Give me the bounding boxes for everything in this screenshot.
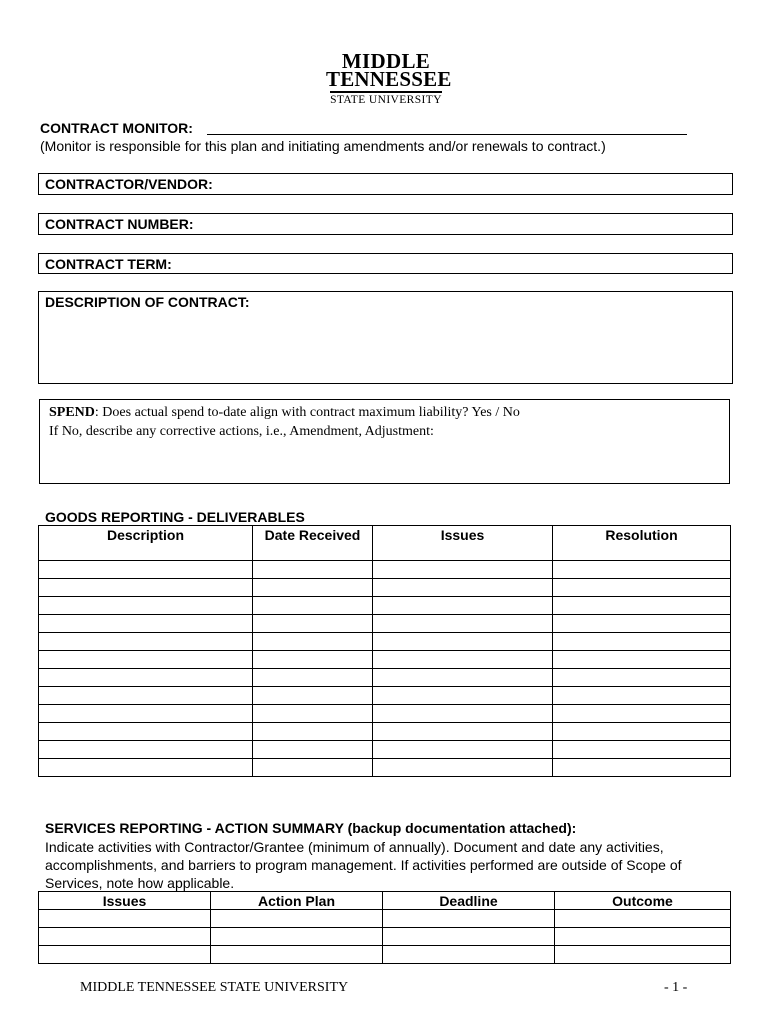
spend-question xyxy=(49,405,520,421)
services-col-action-plan: Action Plan xyxy=(211,892,383,910)
goods-cell[interactable] xyxy=(253,561,373,579)
contract-number-field[interactable] xyxy=(38,213,733,235)
services-col-outcome: Outcome xyxy=(555,892,731,910)
services-col-issues: Issues xyxy=(39,892,211,910)
table-row xyxy=(39,741,731,759)
goods-cell[interactable] xyxy=(553,561,731,579)
table-row xyxy=(39,759,731,777)
goods-cell[interactable] xyxy=(553,579,731,597)
goods-cell[interactable] xyxy=(373,561,553,579)
contractor-vendor-field[interactable] xyxy=(38,173,733,195)
goods-cell[interactable] xyxy=(253,615,373,633)
goods-col-description: Description xyxy=(39,526,253,561)
table-row xyxy=(39,633,731,651)
services-cell[interactable] xyxy=(383,928,555,946)
goods-cell[interactable] xyxy=(373,579,553,597)
goods-cell[interactable] xyxy=(39,561,253,579)
logo-line-1: MIDDLE xyxy=(341,49,431,73)
contract-term-field[interactable] xyxy=(38,253,733,274)
goods-cell[interactable] xyxy=(253,651,373,669)
table-row xyxy=(39,946,731,964)
goods-cell[interactable] xyxy=(553,723,731,741)
goods-cell[interactable] xyxy=(253,759,373,777)
table-row xyxy=(39,928,731,946)
goods-cell[interactable] xyxy=(373,705,553,723)
goods-cell[interactable] xyxy=(39,633,253,651)
services-cell[interactable] xyxy=(211,910,383,928)
university-logo xyxy=(326,49,452,107)
goods-cell[interactable] xyxy=(373,615,553,633)
goods-cell[interactable] xyxy=(373,597,553,615)
services-col-deadline: Deadline xyxy=(383,892,555,910)
contract-term-label: CONTRACT TERM: xyxy=(45,256,172,272)
goods-cell[interactable] xyxy=(39,615,253,633)
logo-line-2: TENNESSEE xyxy=(326,67,452,91)
table-row xyxy=(39,561,731,579)
services-header-row xyxy=(39,892,731,910)
services-table xyxy=(38,891,731,964)
table-row xyxy=(39,723,731,741)
services-instructions: Indicate activities with Contractor/Grantee (minimum of annually). Document and date any activities, accomplishments, and barriers to program management. If activities performed are outside of Scope of Services, note how applicable. xyxy=(45,839,682,891)
footer-org: MIDDLE TENNESSEE STATE UNIVERSITY xyxy=(80,980,349,995)
goods-cell[interactable] xyxy=(373,651,553,669)
contract-monitor-field[interactable] xyxy=(207,134,687,135)
contract-description-field[interactable] xyxy=(38,291,733,384)
goods-cell[interactable] xyxy=(253,597,373,615)
services-cell[interactable] xyxy=(211,928,383,946)
spend-followup: If No, describe any corrective actions, i.e., Amendment, Adjustment: xyxy=(49,424,434,439)
contract-description-label: DESCRIPTION OF CONTRACT: xyxy=(45,294,250,310)
spend-field[interactable] xyxy=(39,399,730,484)
goods-cell[interactable] xyxy=(39,597,253,615)
goods-cell[interactable] xyxy=(373,741,553,759)
goods-cell[interactable] xyxy=(373,669,553,687)
contract-number-label: CONTRACT NUMBER: xyxy=(45,216,194,232)
table-row xyxy=(39,705,731,723)
goods-cell[interactable] xyxy=(553,615,731,633)
goods-cell[interactable] xyxy=(373,723,553,741)
services-reporting-title: SERVICES REPORTING - ACTION SUMMARY (backup documentation attached): xyxy=(45,820,577,836)
goods-cell[interactable] xyxy=(553,759,731,777)
goods-cell[interactable] xyxy=(553,741,731,759)
goods-cell[interactable] xyxy=(253,705,373,723)
goods-cell[interactable] xyxy=(39,741,253,759)
services-cell[interactable] xyxy=(383,910,555,928)
table-row xyxy=(39,597,731,615)
spend-question-text: : Does actual spend to-date align with contract maximum liability? Yes / No xyxy=(94,405,520,420)
table-row xyxy=(39,669,731,687)
goods-cell[interactable] xyxy=(253,633,373,651)
table-row xyxy=(39,579,731,597)
goods-cell[interactable] xyxy=(39,705,253,723)
goods-cell[interactable] xyxy=(373,759,553,777)
goods-cell[interactable] xyxy=(373,633,553,651)
goods-cell[interactable] xyxy=(553,651,731,669)
goods-cell[interactable] xyxy=(553,705,731,723)
services-cell[interactable] xyxy=(39,946,211,964)
goods-cell[interactable] xyxy=(39,669,253,687)
contract-monitor-label: CONTRACT MONITOR: xyxy=(40,120,193,136)
goods-cell[interactable] xyxy=(553,597,731,615)
goods-cell[interactable] xyxy=(373,687,553,705)
contractor-vendor-label: CONTRACTOR/VENDOR: xyxy=(45,176,213,192)
goods-table xyxy=(38,525,731,777)
services-cell[interactable] xyxy=(211,946,383,964)
footer-page-number: - 1 - xyxy=(664,980,688,995)
goods-cell[interactable] xyxy=(253,741,373,759)
table-row xyxy=(39,910,731,928)
goods-cell[interactable] xyxy=(253,579,373,597)
goods-cell[interactable] xyxy=(39,759,253,777)
services-cell[interactable] xyxy=(555,928,731,946)
logo-rule xyxy=(330,91,442,93)
goods-cell[interactable] xyxy=(39,579,253,597)
table-row xyxy=(39,615,731,633)
goods-reporting-title: GOODS REPORTING - DELIVERABLES xyxy=(45,509,305,525)
services-cell[interactable] xyxy=(39,928,211,946)
goods-cell[interactable] xyxy=(253,669,373,687)
goods-col-resolution: Resolution xyxy=(553,526,731,561)
goods-cell[interactable] xyxy=(253,723,373,741)
contract-monitor-note: (Monitor is responsible for this plan and initiating amendments and/or renewals to contract.) xyxy=(40,138,606,154)
services-cell[interactable] xyxy=(383,946,555,964)
table-row xyxy=(39,651,731,669)
goods-cell[interactable] xyxy=(553,687,731,705)
goods-cell[interactable] xyxy=(39,723,253,741)
goods-cell[interactable] xyxy=(39,687,253,705)
spend-label: SPEND xyxy=(49,405,95,420)
goods-cell[interactable] xyxy=(553,669,731,687)
logo-line-3: STATE UNIVERSITY xyxy=(330,93,442,106)
goods-cell[interactable] xyxy=(39,651,253,669)
services-cell[interactable] xyxy=(555,946,731,964)
services-cell[interactable] xyxy=(39,910,211,928)
goods-col-date-received: Date Received xyxy=(253,526,373,561)
goods-header-row xyxy=(39,526,731,561)
goods-cell[interactable] xyxy=(553,633,731,651)
services-cell[interactable] xyxy=(555,910,731,928)
table-row xyxy=(39,687,731,705)
goods-cell[interactable] xyxy=(253,687,373,705)
goods-col-issues: Issues xyxy=(373,526,553,561)
